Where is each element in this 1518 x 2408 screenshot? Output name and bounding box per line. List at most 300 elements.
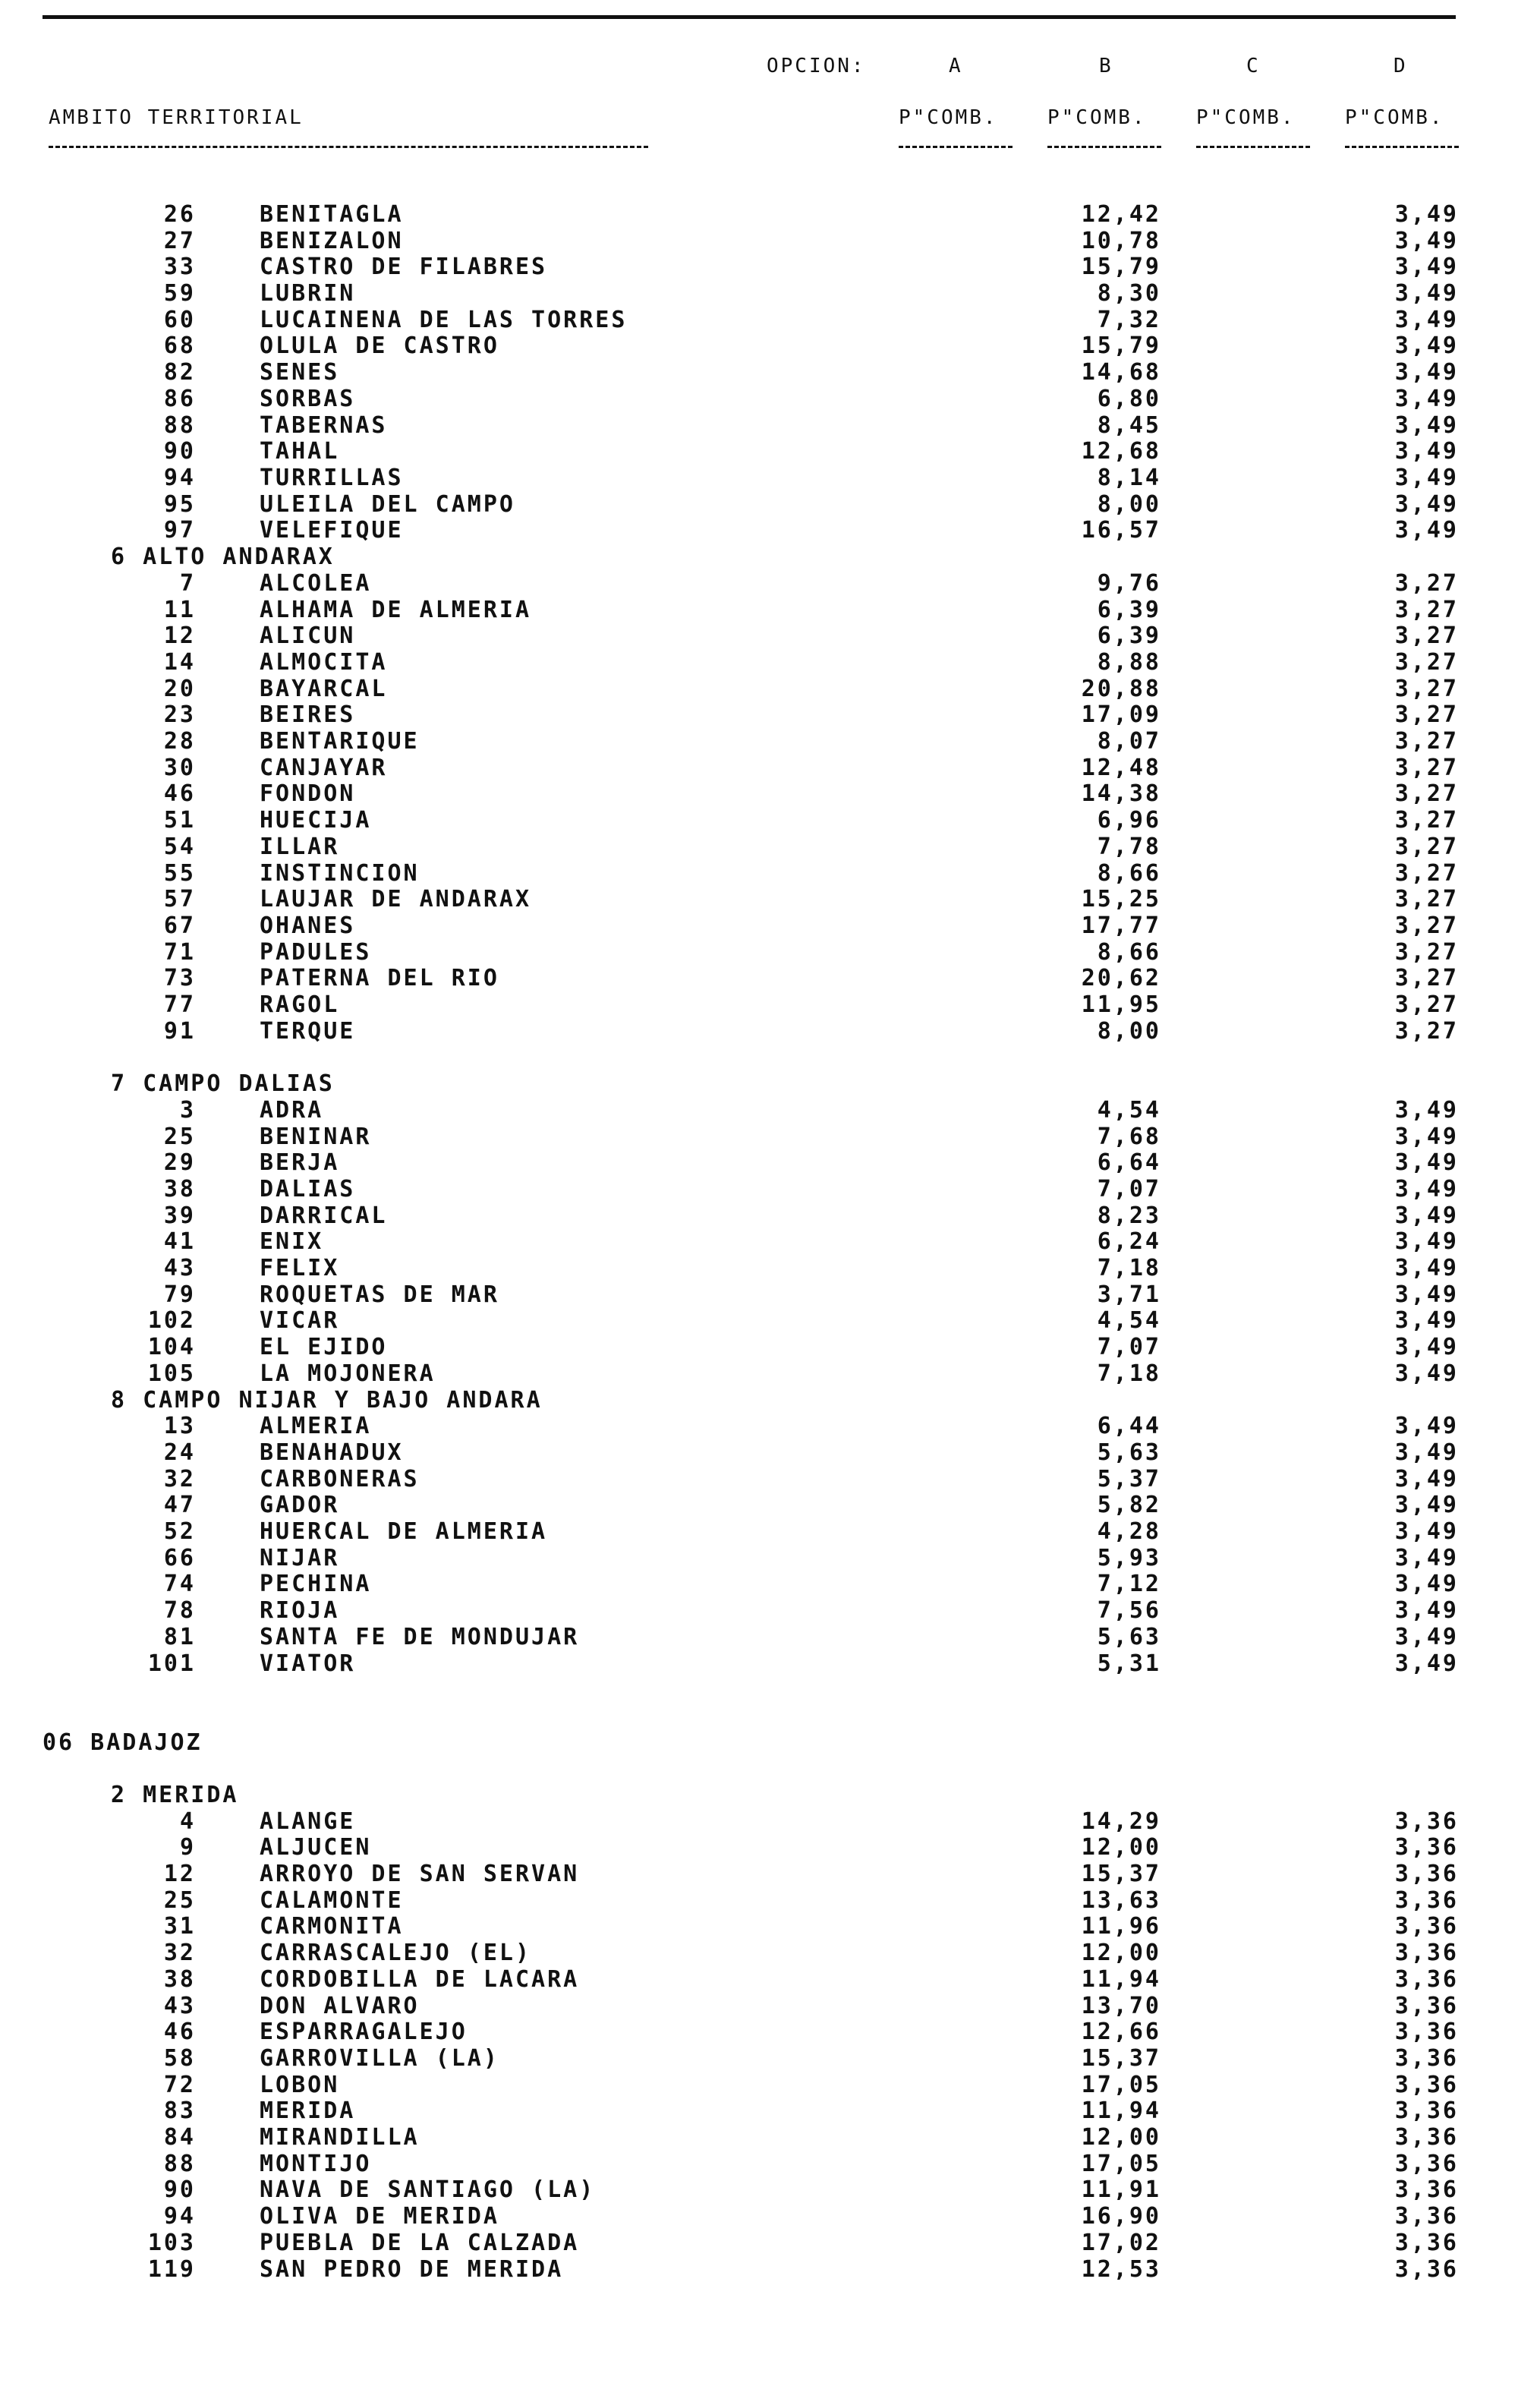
row-name: ALMERIA <box>260 1413 372 1439</box>
row-name: SENES <box>260 359 340 386</box>
row-name: LAUJAR DE ANDARAX <box>260 886 532 912</box>
ambito-underline <box>49 146 648 148</box>
row-value-b: 7,78 <box>1097 834 1161 860</box>
row-value-d: 3,36 <box>1394 2176 1459 2203</box>
row-code: 101 <box>147 1650 196 1677</box>
row-value-d: 3,36 <box>1394 1993 1459 2019</box>
row-code: 82 <box>163 359 196 386</box>
row-code: 25 <box>163 1124 196 1150</box>
row-code: 23 <box>163 701 196 728</box>
row-code: 29 <box>163 1149 196 1176</box>
row-name: FELIX <box>260 1255 340 1281</box>
row-value-d: 3,36 <box>1394 2256 1459 2283</box>
row-value-b: 7,68 <box>1097 1124 1161 1150</box>
row-name: BENTARIQUE <box>260 728 420 755</box>
row-code: 47 <box>163 1492 196 1518</box>
row-value-b: 11,91 <box>1081 2176 1161 2203</box>
row-value-d: 3,49 <box>1394 1360 1459 1387</box>
row-name: ARROYO DE SAN SERVAN <box>260 1861 580 1887</box>
row-value-d: 3,36 <box>1394 2045 1459 2072</box>
row-value-d: 3,49 <box>1394 1650 1459 1677</box>
row-value-b: 8,88 <box>1097 649 1161 676</box>
row-value-b: 20,62 <box>1081 965 1161 991</box>
row-code: 12 <box>163 1861 196 1887</box>
row-code: 81 <box>163 1624 196 1650</box>
row-value-b: 4,54 <box>1097 1097 1161 1124</box>
row-value-b: 11,96 <box>1081 1913 1161 1940</box>
column-b-label: P"COMB. <box>1047 106 1147 129</box>
row-value-b: 17,09 <box>1081 701 1161 728</box>
row-code: 94 <box>163 2203 196 2230</box>
row-value-b: 17,77 <box>1081 912 1161 939</box>
column-a-label: P"COMB. <box>899 106 998 129</box>
row-value-b: 7,12 <box>1097 1571 1161 1597</box>
row-value-d: 3,49 <box>1394 1281 1459 1308</box>
row-code: 13 <box>163 1413 196 1439</box>
row-value-b: 12,68 <box>1081 438 1161 465</box>
row-value-d: 3,36 <box>1394 1913 1459 1940</box>
row-value-d: 3,27 <box>1394 912 1459 939</box>
row-name: TERQUE <box>260 1018 356 1045</box>
row-name: FONDON <box>260 780 356 807</box>
row-name: LA MOJONERA <box>260 1360 436 1387</box>
row-value-b: 8,30 <box>1097 280 1161 307</box>
row-name: MERIDA <box>260 2098 356 2124</box>
row-value-d: 3,27 <box>1394 1018 1459 1045</box>
row-code: 67 <box>163 912 196 939</box>
row-code: 90 <box>163 438 196 465</box>
row-value-b: 8,00 <box>1097 491 1161 518</box>
row-code: 33 <box>163 254 196 280</box>
row-value-b: 12,00 <box>1081 2124 1161 2151</box>
row-value-d: 3,36 <box>1394 1834 1459 1861</box>
row-name: BENITAGLA <box>260 201 404 228</box>
row-value-d: 3,49 <box>1394 438 1459 465</box>
row-value-b: 14,68 <box>1081 359 1161 386</box>
row-name: LOBON <box>260 2072 340 2098</box>
row-value-b: 15,37 <box>1081 1861 1161 1887</box>
column-d-underline <box>1345 146 1459 148</box>
row-code: 60 <box>163 307 196 333</box>
row-code: 95 <box>163 491 196 518</box>
row-value-b: 12,66 <box>1081 2019 1161 2045</box>
row-code: 28 <box>163 728 196 755</box>
row-code: 104 <box>147 1334 196 1360</box>
row-value-d: 3,49 <box>1394 307 1459 333</box>
row-code: 24 <box>163 1439 196 1466</box>
row-value-d: 3,36 <box>1394 2019 1459 2045</box>
row-code: 91 <box>163 1018 196 1045</box>
row-value-d: 3,49 <box>1394 1149 1459 1176</box>
row-name: ALJUCEN <box>260 1834 372 1861</box>
row-name: CASTRO DE FILABRES <box>260 254 548 280</box>
row-code: 38 <box>163 1176 196 1202</box>
row-code: 32 <box>163 1466 196 1492</box>
row-name: PECHINA <box>260 1571 372 1597</box>
row-name: BERJA <box>260 1149 340 1176</box>
row-value-b: 8,23 <box>1097 1202 1161 1229</box>
row-name: BENAHADUX <box>260 1439 404 1466</box>
row-value-b: 15,25 <box>1081 886 1161 912</box>
row-value-d: 3,27 <box>1394 701 1459 728</box>
row-value-b: 6,64 <box>1097 1149 1161 1176</box>
row-name: HUERCAL DE ALMERIA <box>260 1518 548 1545</box>
row-code: 26 <box>163 201 196 228</box>
row-code: 39 <box>163 1202 196 1229</box>
row-code: 43 <box>163 1993 196 2019</box>
row-value-d: 3,49 <box>1394 1307 1459 1334</box>
row-name: CORDOBILLA DE LACARA <box>260 1966 580 1993</box>
row-code: 25 <box>163 1887 196 1914</box>
row-code: 59 <box>163 280 196 307</box>
row-value-b: 7,56 <box>1097 1597 1161 1624</box>
column-c-label: P"COMB. <box>1196 106 1296 129</box>
row-value-b: 7,07 <box>1097 1176 1161 1202</box>
row-code: 46 <box>163 780 196 807</box>
row-value-b: 8,07 <box>1097 728 1161 755</box>
row-name: VELEFIQUE <box>260 517 404 544</box>
row-name: OLULA DE CASTRO <box>260 333 499 359</box>
row-code: 86 <box>163 386 196 412</box>
row-value-d: 3,27 <box>1394 622 1459 649</box>
row-code: 88 <box>163 412 196 439</box>
row-code: 71 <box>163 939 196 966</box>
row-value-b: 8,45 <box>1097 412 1161 439</box>
row-name: PADULES <box>260 939 372 966</box>
row-value-d: 3,49 <box>1394 1124 1459 1150</box>
row-code: 38 <box>163 1966 196 1993</box>
row-name: TURRILLAS <box>260 465 404 491</box>
row-code: 27 <box>163 228 196 254</box>
row-value-d: 3,49 <box>1394 517 1459 544</box>
row-value-b: 16,57 <box>1081 517 1161 544</box>
row-name: NIJAR <box>260 1545 340 1571</box>
row-name: BEIRES <box>260 701 356 728</box>
row-name: VICAR <box>260 1307 340 1334</box>
row-value-b: 12,00 <box>1081 1834 1161 1861</box>
row-value-d: 3,36 <box>1394 2098 1459 2124</box>
row-name: EL EJIDO <box>260 1334 388 1360</box>
row-value-b: 5,93 <box>1097 1545 1161 1571</box>
row-name: ADRA <box>260 1097 324 1124</box>
row-value-d: 3,27 <box>1394 755 1459 781</box>
row-name: LUBRIN <box>260 280 356 307</box>
row-code: 66 <box>163 1545 196 1571</box>
row-value-b: 6,24 <box>1097 1228 1161 1255</box>
row-name: ALMOCITA <box>260 649 388 676</box>
row-name: DALIAS <box>260 1176 356 1202</box>
row-name: RIOJA <box>260 1597 340 1624</box>
row-value-b: 17,05 <box>1081 2151 1161 2177</box>
row-value-d: 3,36 <box>1394 1966 1459 1993</box>
row-value-d: 3,49 <box>1394 1413 1459 1439</box>
row-name: TABERNAS <box>260 412 388 439</box>
row-code: 79 <box>163 1281 196 1308</box>
row-code: 30 <box>163 755 196 781</box>
row-value-b: 6,96 <box>1097 807 1161 834</box>
row-name: BAYARCAL <box>260 676 388 702</box>
row-value-d: 3,36 <box>1394 2151 1459 2177</box>
row-value-d: 3,49 <box>1394 201 1459 228</box>
row-name: GARROVILLA (LA) <box>260 2045 499 2072</box>
row-value-b: 20,88 <box>1081 676 1161 702</box>
row-value-d: 3,49 <box>1394 1545 1459 1571</box>
row-value-d: 3,49 <box>1394 1097 1459 1124</box>
row-value-d: 3,49 <box>1394 465 1459 491</box>
row-code: 102 <box>147 1307 196 1334</box>
row-value-b: 7,18 <box>1097 1255 1161 1281</box>
row-value-d: 3,27 <box>1394 860 1459 887</box>
row-code: 57 <box>163 886 196 912</box>
row-value-b: 11,95 <box>1081 991 1161 1018</box>
row-value-d: 3,49 <box>1394 1176 1459 1202</box>
row-code: 55 <box>163 860 196 887</box>
row-value-b: 6,39 <box>1097 597 1161 623</box>
row-value-d: 3,49 <box>1394 1334 1459 1360</box>
row-value-d: 3,49 <box>1394 333 1459 359</box>
row-name: ILLAR <box>260 834 340 860</box>
row-code: 51 <box>163 807 196 834</box>
row-name: ALICUN <box>260 622 356 649</box>
group-heading: 7 CAMPO DALIAS <box>111 1070 335 1097</box>
row-code: 94 <box>163 465 196 491</box>
row-name: BENIZALON <box>260 228 404 254</box>
row-code: 32 <box>163 1940 196 1966</box>
row-value-d: 3,49 <box>1394 1518 1459 1545</box>
column-d-label: P"COMB. <box>1345 106 1444 129</box>
row-value-d: 3,27 <box>1394 649 1459 676</box>
option-c-label: C <box>1246 55 1261 77</box>
row-value-b: 14,29 <box>1081 1808 1161 1835</box>
row-value-d: 3,49 <box>1394 254 1459 280</box>
row-name: ALANGE <box>260 1808 356 1835</box>
row-value-b: 7,32 <box>1097 307 1161 333</box>
row-name: GADOR <box>260 1492 340 1518</box>
row-value-d: 3,36 <box>1394 1940 1459 1966</box>
row-code: 103 <box>147 2230 196 2256</box>
row-value-b: 8,00 <box>1097 1018 1161 1045</box>
row-code: 3 <box>179 1097 196 1124</box>
option-d-label: D <box>1394 55 1408 77</box>
row-value-b: 15,37 <box>1081 2045 1161 2072</box>
row-code: 119 <box>147 2256 196 2283</box>
row-name: INSTINCION <box>260 860 420 887</box>
row-value-b: 4,54 <box>1097 1307 1161 1334</box>
row-name: MONTIJO <box>260 2151 372 2177</box>
row-code: 58 <box>163 2045 196 2072</box>
column-a-underline <box>899 146 1013 148</box>
row-value-d: 3,49 <box>1394 228 1459 254</box>
row-value-d: 3,36 <box>1394 1861 1459 1887</box>
row-code: 88 <box>163 2151 196 2177</box>
row-name: ROQUETAS DE MAR <box>260 1281 499 1308</box>
row-name: ESPARRAGALEJO <box>260 2019 468 2045</box>
row-code: 14 <box>163 649 196 676</box>
row-value-d: 3,27 <box>1394 939 1459 966</box>
row-value-d: 3,27 <box>1394 965 1459 991</box>
row-value-b: 3,71 <box>1097 1281 1161 1308</box>
row-value-b: 12,53 <box>1081 2256 1161 2283</box>
row-code: 41 <box>163 1228 196 1255</box>
column-b-underline <box>1047 146 1161 148</box>
row-value-b: 15,79 <box>1081 254 1161 280</box>
row-value-b: 8,14 <box>1097 465 1161 491</box>
row-value-d: 3,36 <box>1394 2203 1459 2230</box>
row-code: 9 <box>179 1834 196 1861</box>
row-code: 52 <box>163 1518 196 1545</box>
row-code: 97 <box>163 517 196 544</box>
row-value-d: 3,49 <box>1394 1228 1459 1255</box>
row-value-d: 3,49 <box>1394 491 1459 518</box>
row-value-b: 16,90 <box>1081 2203 1161 2230</box>
row-name: BENINAR <box>260 1124 372 1150</box>
row-name: MIRANDILLA <box>260 2124 420 2151</box>
row-value-b: 5,63 <box>1097 1624 1161 1650</box>
row-value-b: 11,94 <box>1081 1966 1161 1993</box>
row-value-b: 17,02 <box>1081 2230 1161 2256</box>
row-name: VIATOR <box>260 1650 356 1677</box>
row-value-d: 3,27 <box>1394 597 1459 623</box>
row-code: 72 <box>163 2072 196 2098</box>
row-value-d: 3,36 <box>1394 2230 1459 2256</box>
row-value-d: 3,27 <box>1394 991 1459 1018</box>
row-value-d: 3,49 <box>1394 280 1459 307</box>
row-code: 78 <box>163 1597 196 1624</box>
row-name: NAVA DE SANTIAGO (LA) <box>260 2176 596 2203</box>
group-heading: 8 CAMPO NIJAR Y BAJO ANDARA <box>111 1387 543 1414</box>
row-code: 77 <box>163 991 196 1018</box>
row-value-d: 3,27 <box>1394 886 1459 912</box>
row-value-d: 3,49 <box>1394 412 1459 439</box>
row-value-d: 3,49 <box>1394 1492 1459 1518</box>
row-code: 84 <box>163 2124 196 2151</box>
row-value-b: 8,66 <box>1097 939 1161 966</box>
row-code: 73 <box>163 965 196 991</box>
row-code: 7 <box>179 570 196 597</box>
row-code: 43 <box>163 1255 196 1281</box>
opcion-label: OPCION: <box>767 55 866 77</box>
row-value-b: 6,80 <box>1097 386 1161 412</box>
row-value-b: 15,79 <box>1081 333 1161 359</box>
row-value-b: 4,28 <box>1097 1518 1161 1545</box>
row-name: CARRASCALEJO (EL) <box>260 1940 532 1966</box>
option-b-label: B <box>1099 55 1113 77</box>
province-heading: 06 BADAJOZ <box>43 1729 203 1756</box>
row-value-d: 3,49 <box>1394 1202 1459 1229</box>
row-value-d: 3,49 <box>1394 1624 1459 1650</box>
row-value-d: 3,49 <box>1394 1597 1459 1624</box>
column-c-underline <box>1196 146 1310 148</box>
row-value-b: 11,94 <box>1081 2098 1161 2124</box>
row-code: 11 <box>163 597 196 623</box>
row-value-b: 8,66 <box>1097 860 1161 887</box>
row-name: ULEILA DEL CAMPO <box>260 491 515 518</box>
row-value-d: 3,27 <box>1394 570 1459 597</box>
row-code: 74 <box>163 1571 196 1597</box>
row-name: SORBAS <box>260 386 356 412</box>
row-value-b: 12,48 <box>1081 755 1161 781</box>
row-code: 46 <box>163 2019 196 2045</box>
option-a-label: A <box>949 55 963 77</box>
row-code: 12 <box>163 622 196 649</box>
row-value-d: 3,49 <box>1394 1466 1459 1492</box>
row-value-b: 5,37 <box>1097 1466 1161 1492</box>
row-code: 20 <box>163 676 196 702</box>
row-value-b: 6,44 <box>1097 1413 1161 1439</box>
row-value-b: 7,07 <box>1097 1334 1161 1360</box>
row-value-d: 3,27 <box>1394 780 1459 807</box>
row-value-b: 12,00 <box>1081 1940 1161 1966</box>
row-value-d: 3,36 <box>1394 2072 1459 2098</box>
row-value-d: 3,27 <box>1394 807 1459 834</box>
row-value-d: 3,36 <box>1394 2124 1459 2151</box>
row-value-b: 6,39 <box>1097 622 1161 649</box>
row-code: 90 <box>163 2176 196 2203</box>
row-value-b: 13,63 <box>1081 1887 1161 1914</box>
row-value-b: 12,42 <box>1081 201 1161 228</box>
row-value-b: 10,78 <box>1081 228 1161 254</box>
row-name: LUCAINENA DE LAS TORRES <box>260 307 628 333</box>
row-value-d: 3,49 <box>1394 359 1459 386</box>
row-name: OHANES <box>260 912 356 939</box>
row-value-d: 3,27 <box>1394 728 1459 755</box>
row-name: ENIX <box>260 1228 324 1255</box>
row-value-b: 5,82 <box>1097 1492 1161 1518</box>
row-value-b: 14,38 <box>1081 780 1161 807</box>
row-name: DARRICAL <box>260 1202 388 1229</box>
row-value-d: 3,49 <box>1394 386 1459 412</box>
row-value-d: 3,49 <box>1394 1571 1459 1597</box>
row-value-b: 13,70 <box>1081 1993 1161 2019</box>
row-value-d: 3,49 <box>1394 1439 1459 1466</box>
row-name: ALHAMA DE ALMERIA <box>260 597 532 623</box>
row-value-d: 3,36 <box>1394 1808 1459 1835</box>
group-heading: 6 ALTO ANDARAX <box>111 544 335 570</box>
row-code: 31 <box>163 1913 196 1940</box>
row-value-d: 3,27 <box>1394 676 1459 702</box>
row-name: CARMONITA <box>260 1913 404 1940</box>
row-value-b: 7,18 <box>1097 1360 1161 1387</box>
row-name: CANJAYAR <box>260 755 388 781</box>
row-name: CARBONERAS <box>260 1466 420 1492</box>
row-value-b: 9,76 <box>1097 570 1161 597</box>
row-name: DON ALVARO <box>260 1993 420 2019</box>
row-name: PATERNA DEL RIO <box>260 965 499 991</box>
row-name: PUEBLA DE LA CALZADA <box>260 2230 580 2256</box>
row-name: TAHAL <box>260 438 340 465</box>
row-value-b: 17,05 <box>1081 2072 1161 2098</box>
row-name: RAGOL <box>260 991 340 1018</box>
row-value-d: 3,49 <box>1394 1255 1459 1281</box>
row-name: ALCOLEA <box>260 570 372 597</box>
row-value-b: 5,31 <box>1097 1650 1161 1677</box>
row-code: 4 <box>179 1808 196 1835</box>
ambito-territorial-label: AMBITO TERRITORIAL <box>49 106 304 129</box>
row-name: CALAMONTE <box>260 1887 404 1914</box>
row-code: 54 <box>163 834 196 860</box>
row-name: SAN PEDRO DE MERIDA <box>260 2256 564 2283</box>
row-name: OLIVA DE MERIDA <box>260 2203 499 2230</box>
row-code: 83 <box>163 2098 196 2124</box>
row-value-d: 3,27 <box>1394 834 1459 860</box>
row-value-b: 5,63 <box>1097 1439 1161 1466</box>
row-name: SANTA FE DE MONDUJAR <box>260 1624 580 1650</box>
group-heading: 2 MERIDA <box>111 1782 239 1808</box>
row-name: HUECIJA <box>260 807 372 834</box>
row-code: 105 <box>147 1360 196 1387</box>
top-rule <box>43 15 1456 19</box>
row-value-d: 3,36 <box>1394 1887 1459 1914</box>
